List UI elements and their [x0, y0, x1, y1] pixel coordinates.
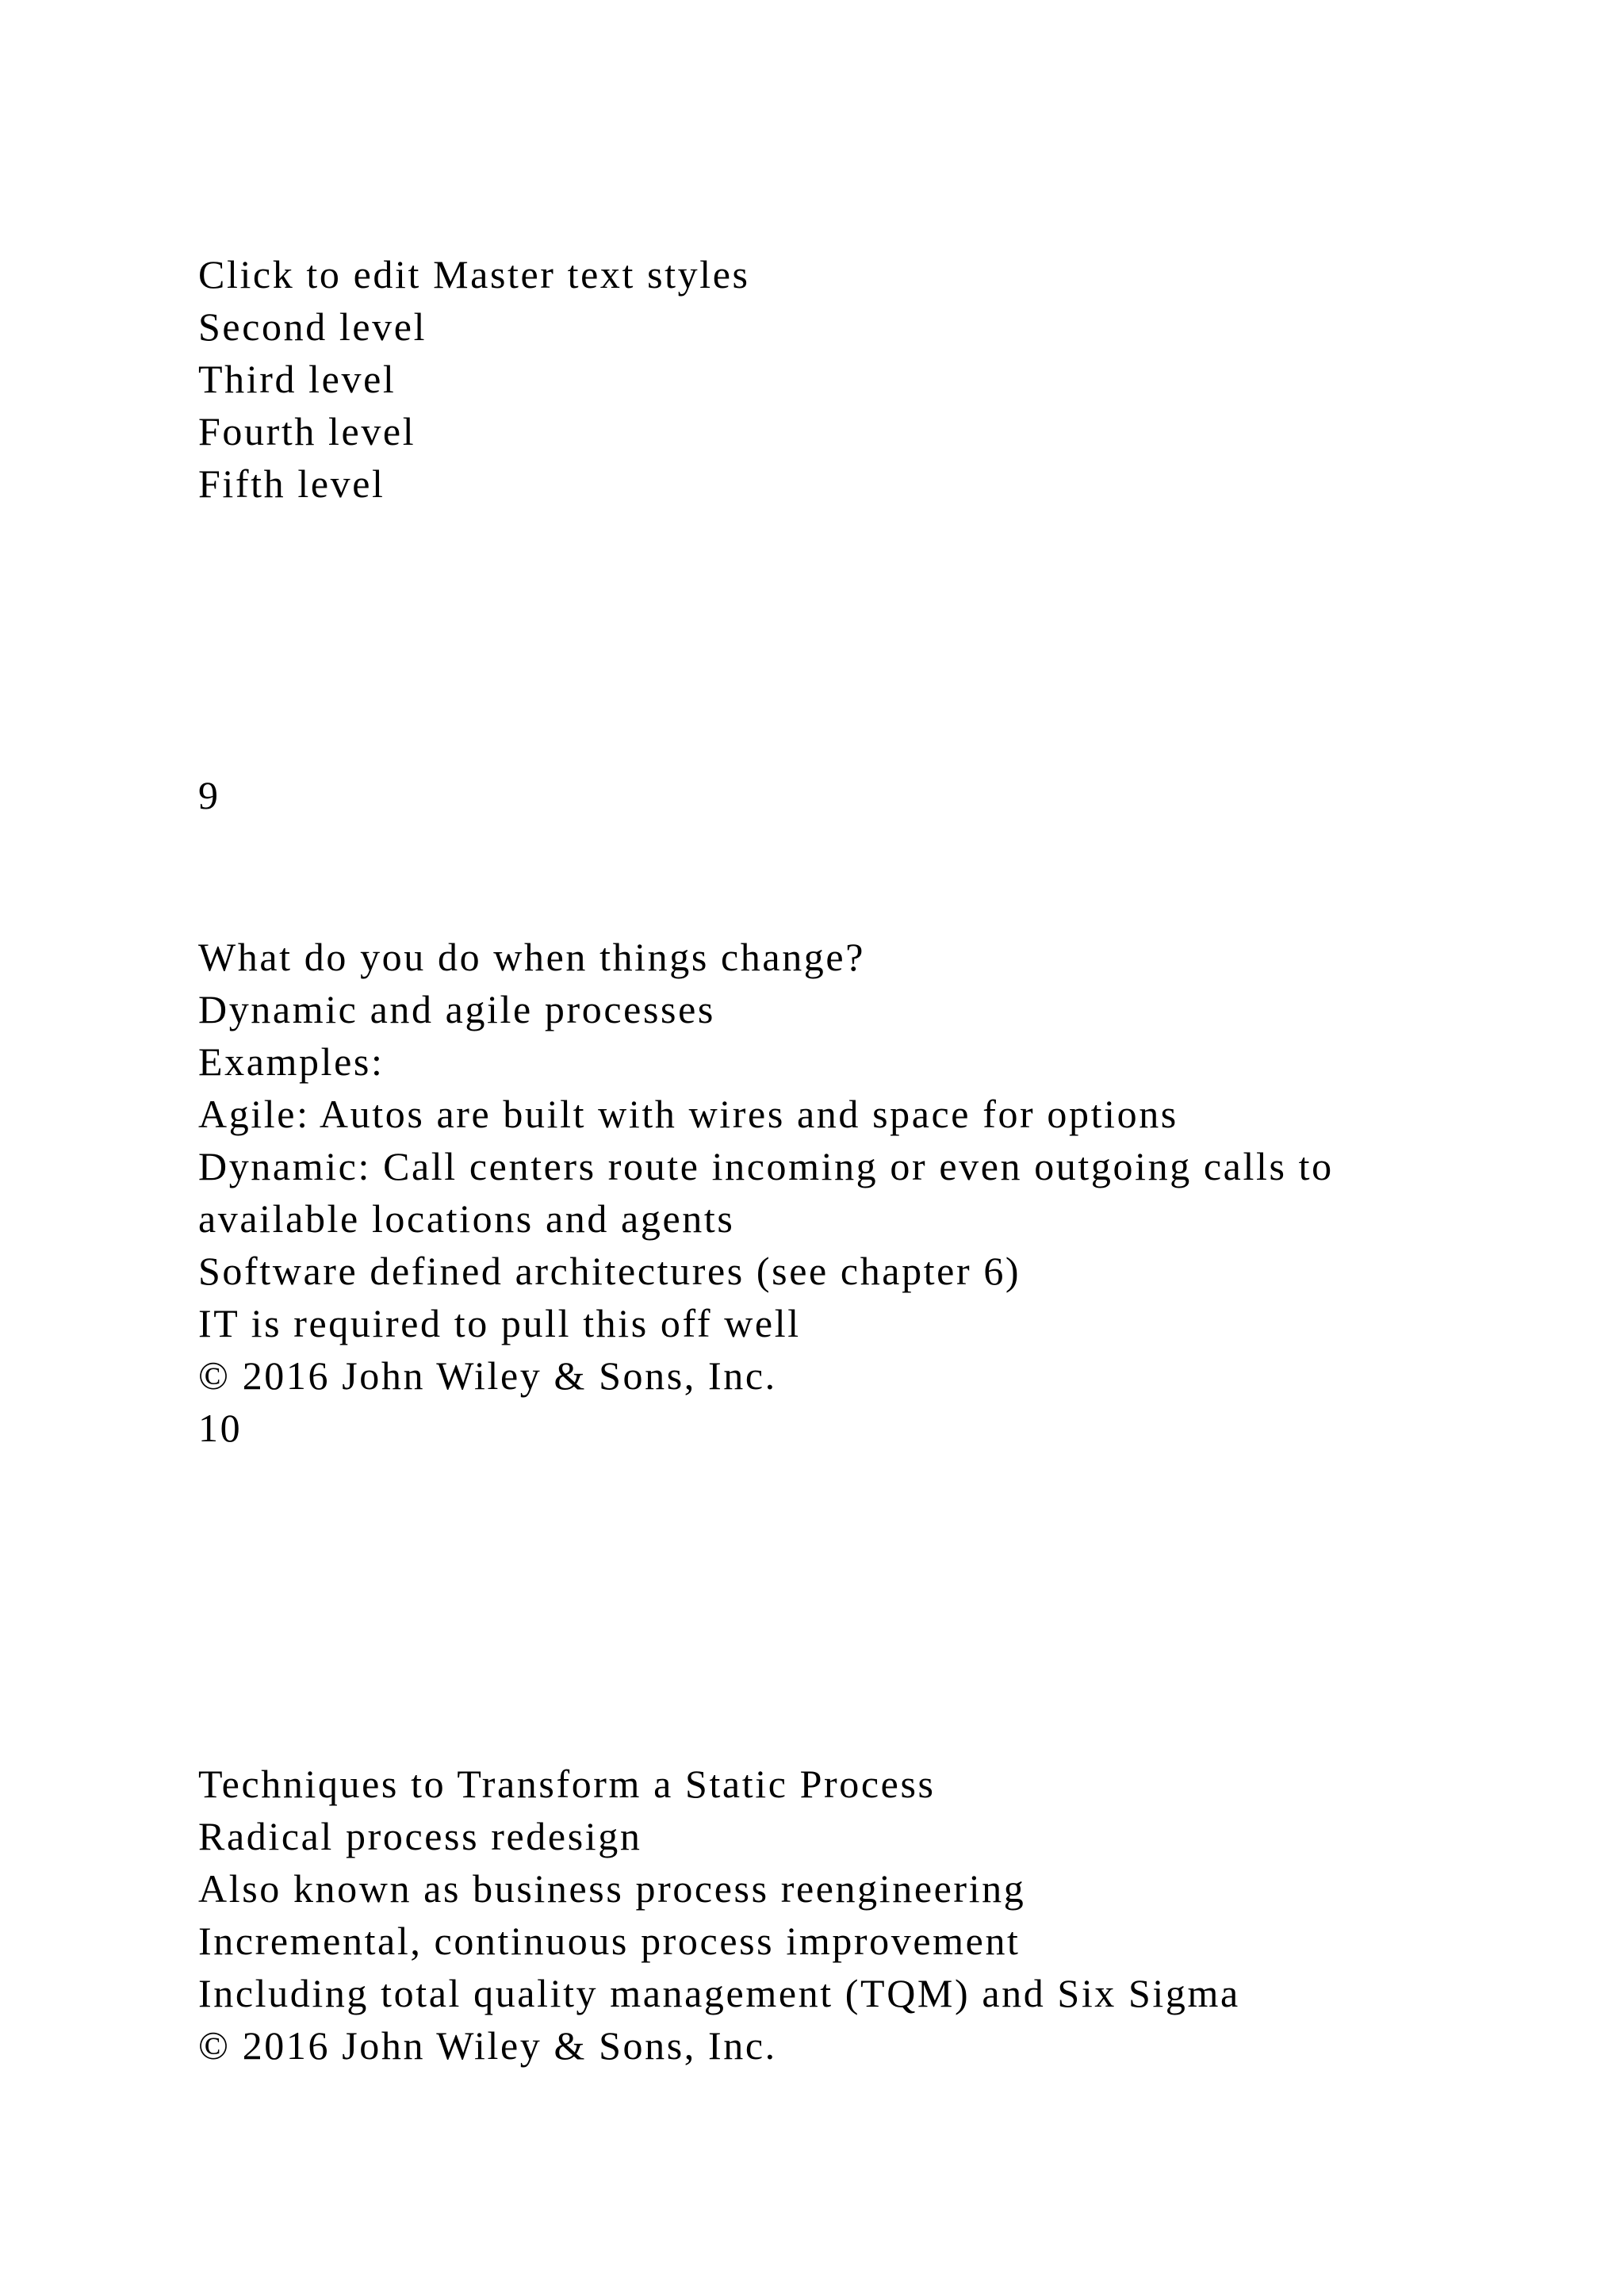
- slide-10-line: IT is required to pull this off well: [198, 1301, 801, 1345]
- master-text-styles-block: [198, 248, 1546, 510]
- slide-11-line: Including total quality management (TQM) and Six Sigma: [198, 1971, 1240, 2015]
- slide-10-line: Examples:: [198, 1039, 385, 1084]
- copyright-notice: © 2016 John Wiley & Sons, Inc.: [198, 1353, 777, 1398]
- master-text-line: Click to edit Master text styles: [198, 252, 750, 297]
- slide-11-line: Incremental, continuous process improvement: [198, 1919, 1021, 1963]
- master-text-line: Third level: [198, 357, 396, 401]
- page-number-block: [198, 769, 1546, 821]
- master-text-line: Fifth level: [198, 461, 385, 506]
- master-text-line: Fourth level: [198, 409, 416, 453]
- slide-10-title: What do you do when things change?: [198, 935, 865, 979]
- slide-10-line: Software defined architectures (see chapter 6): [198, 1249, 1021, 1293]
- slide-10-line: available locations and agents: [198, 1196, 735, 1241]
- master-text-line: Second level: [198, 304, 427, 349]
- slide-10-line: Agile: Autos are built with wires and space for options: [198, 1092, 1178, 1136]
- slide-10-line: Dynamic: Call centers route incoming or even outgoing calls to: [198, 1144, 1334, 1188]
- slide-11-line: Radical process redesign: [198, 1814, 642, 1858]
- slide-11-text-block: [198, 1758, 1546, 2072]
- page-number: 10: [198, 1406, 243, 1450]
- slide-10-text-block: [198, 931, 1546, 1454]
- slide-11-title: Techniques to Transform a Static Process: [198, 1762, 936, 1806]
- page-number: 9: [198, 773, 220, 817]
- copyright-notice: © 2016 John Wiley & Sons, Inc.: [198, 2023, 777, 2068]
- slide-10-line: Dynamic and agile processes: [198, 987, 715, 1031]
- slide-11-line: Also known as business process reengineering: [198, 1866, 1026, 1911]
